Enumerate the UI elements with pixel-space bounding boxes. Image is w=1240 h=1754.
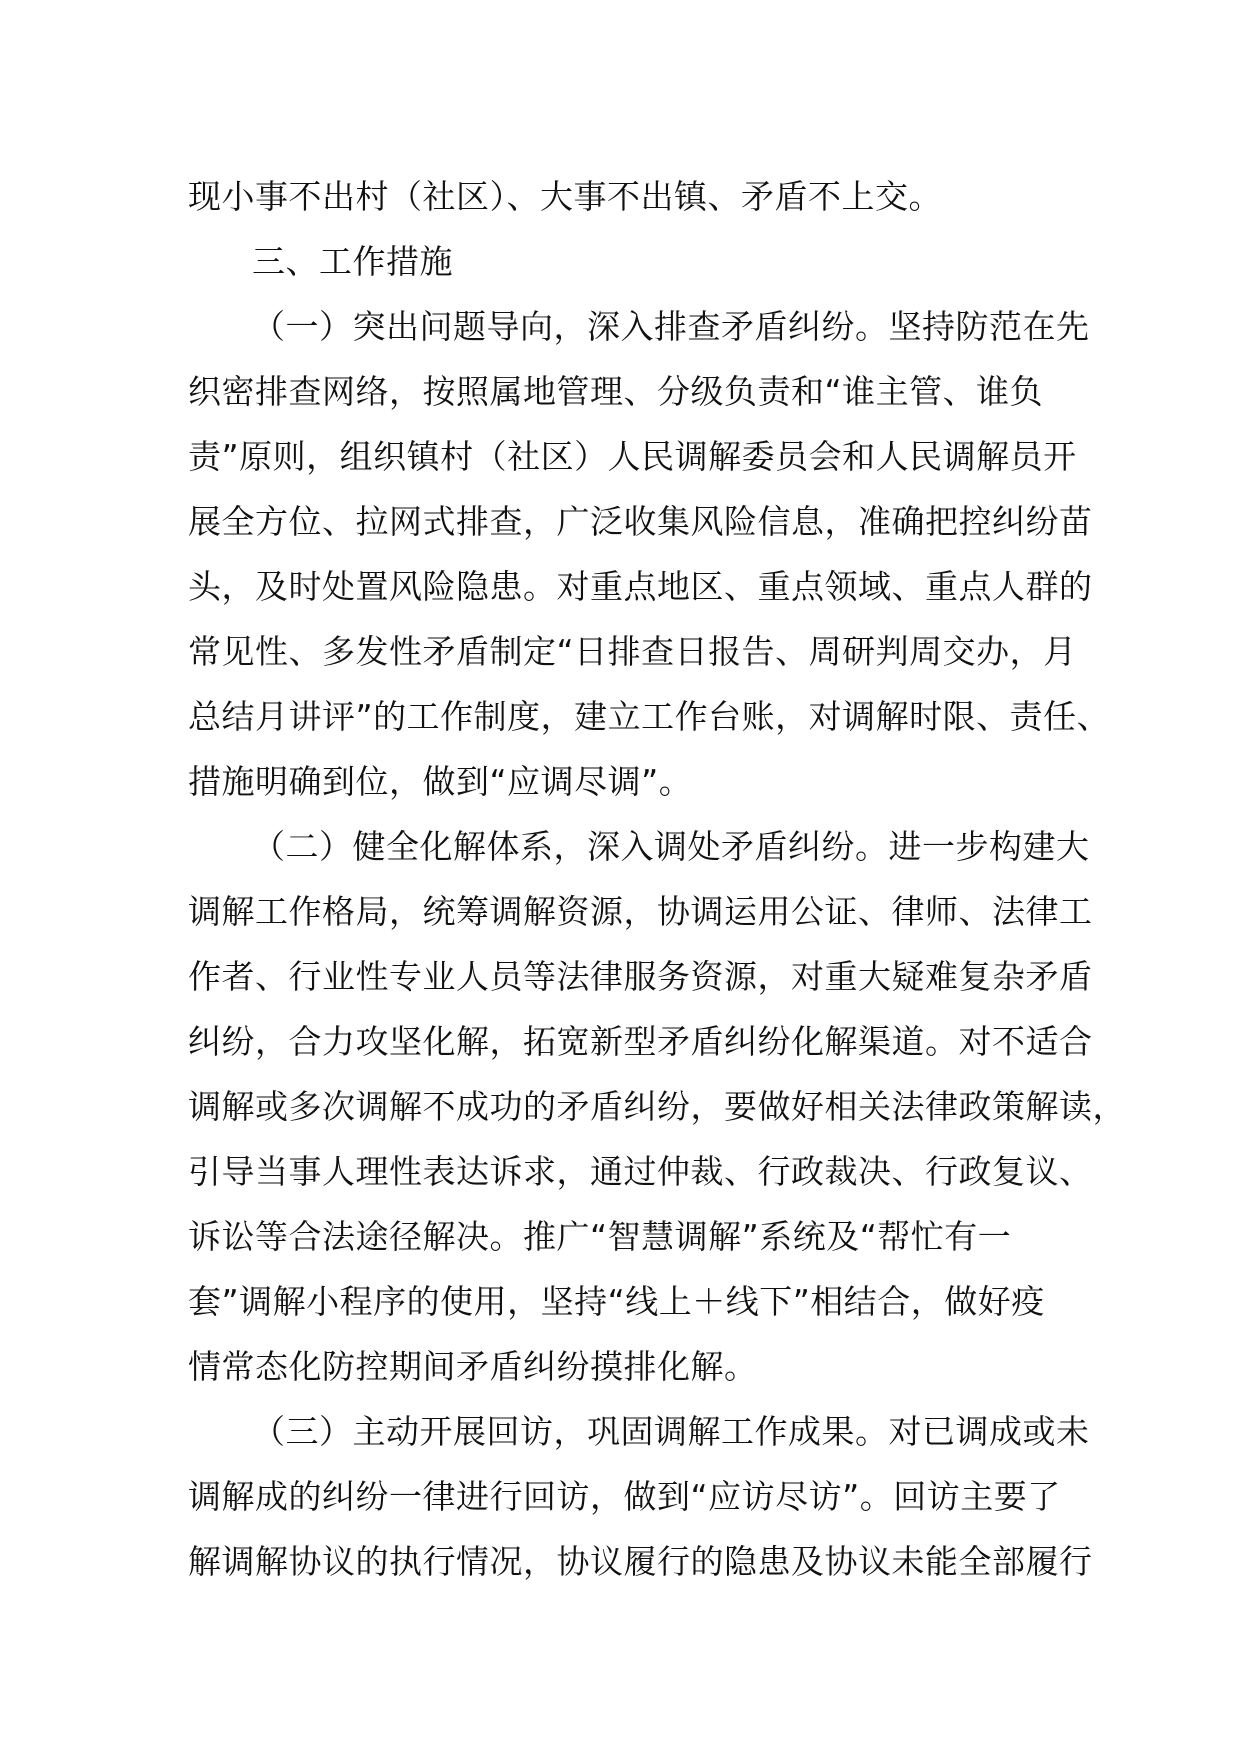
text-line: 责”原则，组织镇村（社区）人民调解委员会和人民调解员开 [188,437,1077,476]
text-line: （一）突出问题导向，深入排查矛盾纠纷。坚持防范在先 [252,307,1090,346]
text-line: 措施明确到位，做到“应调尽调”。 [188,762,693,801]
text-line: 调解或多次调解不成功的矛盾纠纷，要做好相关法律政策解读， [188,1087,1126,1126]
text-line: 诉讼等合法途径解决。推广“智慧调解”系统及“帮忙有一 [188,1217,1012,1256]
text-line: 调解工作格局，统筹调解资源，协调运用公证、律师、法律工 [188,892,1093,931]
text-line: 引导当事人理性表达诉求，通过仲裁、行政裁决、行政复议、 [188,1152,1093,1191]
section-heading: 三、工作措施 [252,242,453,281]
text-line: 解调解协议的执行情况，协议履行的隐患及协议未能全部履行 [188,1542,1093,1581]
text-line: 纠纷，合力攻坚化解，拓宽新型矛盾纠纷化解渠道。对不适合 [188,1022,1093,1061]
document-body [188,164,1126,1594]
text-line: 现小事不出村（社区）、大事不出镇、矛盾不上交。 [188,177,942,216]
text-line: 调解成的纠纷一律进行回访，做到“应访尽访”。回访主要了 [188,1477,1061,1516]
text-line: 常见性、多发性矛盾制定“日排查日报告、周研判周交办，月 [188,632,1077,671]
text-line: 总结月讲评”的工作制度，建立工作台账，对调解时限、责任、 [188,697,1111,736]
text-line: （二）健全化解体系，深入调处矛盾纠纷。进一步构建大 [252,827,1090,866]
text-line: 织密排查网络，按照属地管理、分级负责和“谁主管、谁负 [188,372,1044,411]
text-line: 作者、行业性专业人员等法律服务资源，对重大疑难复杂矛盾 [188,957,1093,996]
text-line: 展全方位、拉网式排查，广泛收集风险信息，准确把控纠纷苗 [188,502,1093,541]
text-line: 套”调解小程序的使用，坚持“线上＋线下”相结合，做好疫 [188,1282,1045,1321]
text-line: （三）主动开展回访，巩固调解工作成果。对已调成或未 [252,1412,1090,1451]
text-line: 情常态化防控期间矛盾纠纷摸排化解。 [188,1347,758,1386]
text-line: 头，及时处置风险隐患。对重点地区、重点领域、重点人群的 [188,567,1093,606]
